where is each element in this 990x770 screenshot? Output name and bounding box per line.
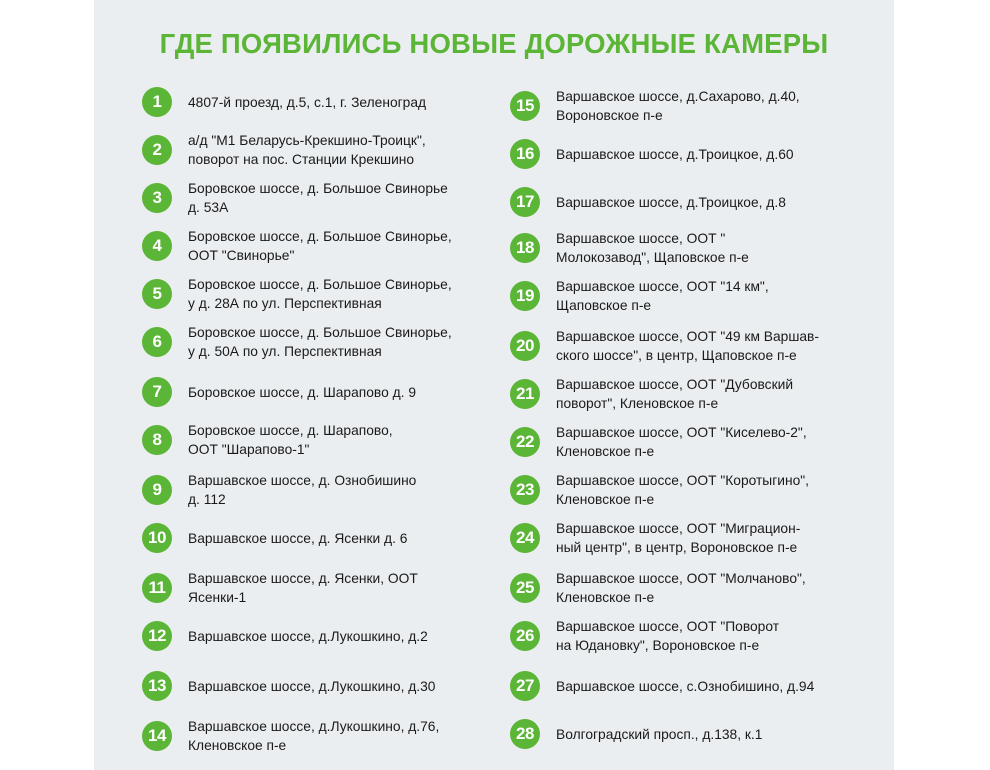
list-item [510,82,800,130]
camera-location: 4807-й проезд, д.5, с.1, г. Зеленоград [188,94,427,110]
list-item [142,174,448,222]
list-item [142,612,428,660]
list-item [142,662,435,710]
camera-location: Варшавское шоссе, ООТ "14 км", Щаповское п-е [556,279,769,313]
number-badge: 25 [510,573,540,603]
list-item [510,418,807,466]
camera-location: Варшавское шоссе, ООТ "Миграцион- ный центр", в центр, Вороновское п-е [556,521,801,555]
list-item [142,222,452,270]
number-badge: 12 [142,621,172,651]
camera-location: Варшавское шоссе, д.Троицкое, д.60 [556,146,794,162]
camera-location: Варшавское шоссе, с.Ознобишино, д.94 [556,678,815,694]
page-title: ГДЕ ПОЯВИЛИСЬ НОВЫЕ ДОРОЖНЫЕ КАМЕРЫ [159,28,829,59]
number-badge: 28 [510,719,540,749]
number-badge: 3 [142,183,172,213]
camera-location: Варшавское шоссе, д.Сахарово, д.40, Вороновское п-е [556,89,800,123]
list-item [142,368,416,416]
list-item [142,514,407,562]
list-item [142,78,426,126]
number-badge: 7 [142,377,172,407]
number-badge: 13 [142,671,172,701]
list-item [510,466,809,514]
camera-location: Варшавское шоссе, ООТ " Молокозавод", Щаповское п-е [556,231,749,265]
number-badge: 16 [510,139,540,169]
camera-location: Варшавское шоссе, д.Троицкое, д.8 [556,194,786,210]
list-item [510,514,800,562]
number-badge: 11 [142,573,172,603]
number-badge: 22 [510,427,540,457]
list-item [142,564,418,612]
list-item [142,712,439,760]
camera-location: Варшавское шоссе, д. Ясенки, ООТ Ясенки-1 [188,571,418,605]
camera-location: Варшавское шоссе, ООТ "49 км Варшав- ского шоссе", в центр, Щаповское п-е [556,329,819,363]
number-badge: 24 [510,523,540,553]
list-item [510,370,793,418]
number-badge: 23 [510,475,540,505]
camera-location: Волгоградский просп., д.138, к.1 [556,726,763,742]
camera-location: Варшавское шоссе, ООТ "Молчаново", Кленовское п-е [556,571,806,605]
number-badge: 27 [510,671,540,701]
camera-location: Варшавское шоссе, д. Ясенки д. 6 [188,530,408,546]
list-item [510,224,749,272]
camera-location: Боровское шоссе, д. Большое Свинорье, у д. 50А по ул. Перспективная [188,325,452,359]
camera-location: Варшавское шоссе, ООТ "Киселево-2", Кленовское п-е [556,425,807,459]
number-badge: 1 [142,87,172,117]
camera-location: Варшавское шоссе, д. Ознобишино д. 112 [188,473,417,507]
camera-location: Варшавское шоссе, д.Лукошкино, д.2 [188,628,428,644]
number-badge: 8 [142,425,172,455]
number-badge: 10 [142,523,172,553]
list-item [510,612,779,660]
list-item [510,564,806,612]
number-badge: 14 [142,721,172,751]
number-badge: 2 [142,135,172,165]
camera-location: Боровское шоссе, д. Большое Свинорье, у д. 28А по ул. Перспективная [188,277,452,311]
camera-location: Боровское шоссе, д. Шарапово, ООТ "Шарапово-1" [188,423,393,457]
number-badge: 15 [510,91,540,121]
infographic-panel [94,0,894,770]
list-item [510,710,762,758]
number-badge: 17 [510,187,540,217]
number-badge: 5 [142,279,172,309]
list-item [510,322,819,370]
number-badge: 9 [142,475,172,505]
number-badge: 26 [510,621,540,651]
number-badge: 21 [510,379,540,409]
list-item [142,466,416,514]
camera-location: Боровское шоссе, д. Большое Свинорье, ООТ "Свинорье" [188,229,452,263]
list-item [142,318,452,366]
camera-location: Варшавское шоссе, д.Лукошкино, д.30 [188,678,436,694]
list-item [510,130,794,178]
camera-location: Варшавское шоссе, д.Лукошкино, д.76, Кленовское п-е [188,719,440,753]
list-item [142,416,393,464]
number-badge: 6 [142,327,172,357]
number-badge: 20 [510,331,540,361]
list-item [510,662,814,710]
number-badge: 4 [142,231,172,261]
camera-location: Варшавское шоссе, ООТ "Дубовский поворот", Кленовское п-е [556,377,794,411]
camera-location: Варшавское шоссе, ООТ "Коротыгино", Кленовское п-е [556,473,809,507]
camera-location: а/д "М1 Беларусь-Крекшино-Троицк", поворот на пос. Станции Крекшино [188,133,426,167]
camera-location: Боровское шоссе, д. Шарапово д. 9 [188,384,416,400]
number-badge: 18 [510,233,540,263]
list-item [142,126,426,174]
list-item [510,272,769,320]
list-item [510,178,786,226]
list-item [142,270,452,318]
camera-location: Боровское шоссе, д. Большое Свинорье д. 53А [188,181,448,215]
number-badge: 19 [510,281,540,311]
camera-location: Варшавское шоссе, ООТ "Поворот на Юдановку", Вороновское п-е [556,619,780,653]
